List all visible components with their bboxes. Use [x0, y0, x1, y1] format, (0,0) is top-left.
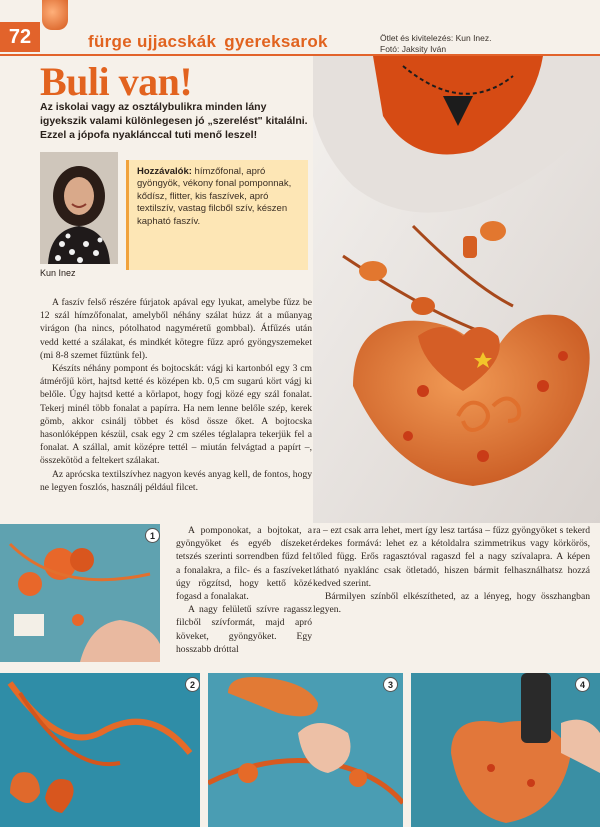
credit-photo: Fotó: Jaksity Iván [380, 44, 447, 54]
step-photo-4 [411, 673, 600, 827]
ingredients-label: Hozzávalók: [137, 166, 192, 177]
paragraph: Az aprócska textilszívhez nagyon kevés anyag kell, de fontos, hogy ne legyen foszlós, használj például filcet. [40, 468, 312, 493]
author-portrait [40, 152, 118, 264]
paragraph: A faszív felső részére fúrjatok apával egy lyukat, amelybe fűzz be 12 szál hímzőfonalat, amelyből néhány szálat húzz át a műanyag virágon (ha nincs, pótolhatod nagyméretű gombbal). Átfűzés után vedd ketté a szálakat, és mindkét kötegre fűzz apró gyöngyszemeket (mi 8-8 szemet fűztünk fel). [40, 297, 312, 361]
step-badge-3: 3 [383, 677, 398, 692]
step-1-image [0, 524, 160, 662]
ingredients-text: hímzőfonal, apró gyöngyök, vékony fonal pomponnak, kődísz, flitter, kis faszívek, apró textilszív, vastag filcből szív, készen kapható faszív. [137, 166, 292, 227]
paragraph: A pomponokat, a bojtokat, a gyöngyöket és egyéb díszeket tetszés szerinti sorrendben fűzd fel a fonalakra, a filc- és a faszíveket úgy rögzítsd, hogy kettő közé fogasd a fonalakat. [176, 525, 312, 603]
step-photo-3 [208, 673, 403, 827]
paragraph: Bármilyen színből elkészítheted, az a lényeg, hogy összhangban legyen. [313, 591, 590, 616]
body-column-steps [176, 524, 312, 656]
step-photo-1 [0, 524, 160, 662]
necklace-illustration [313, 56, 600, 523]
thumb-tab-decoration [42, 0, 68, 30]
step-badge-1: 1 [145, 528, 160, 543]
paragraph: A nagy felületű szívre ragassz filcből szívformát, majd apró köveket, gyöngyöket. Egy hosszabb dróttal [176, 604, 312, 655]
portrait-image [40, 152, 118, 264]
section-rubric [88, 32, 328, 52]
rubric-label-b: gyereksarok [224, 32, 328, 51]
intro-text: Az iskolai vagy az osztálybulikra minden lány igyekszik valami különlegesen jó „szerelést" kitalálni. Ezzel a jópofa nyaklánccal tuti menő leszel! [40, 101, 308, 141]
step-4-image [411, 673, 600, 827]
article-intro [40, 100, 310, 142]
paragraph: Készíts néhány pompont és bojtocskát: vágj ki kartonból egy 3 cm átmérőjű kört, hajtsd ketté és középen kb. 0,5 cm sugarú kört vágj ki belőle. Úgy hajtsd ketté a körlapot, hogy fogj közé egy szál fonalat. Tekerj minél több fonalat a papírra. Ha nem lenne belőle szép, kerek gömb, akkor csinálj többet és kösd össze őket. A bojtocska hasonlóképpen készül, csak egy 2 cm széles téglalapra tekerjük fel a fonalat. A szállal, amit középre tettél – miután felvágtad a papírt –, összekötöd a feltekert szálakat. [40, 363, 312, 467]
step-photo-2 [0, 673, 200, 827]
hero-photo-necklace [313, 56, 600, 523]
body-column-right [313, 524, 590, 616]
ingredients-box [126, 160, 308, 270]
article-title: Buli van! [40, 59, 193, 104]
page-number: 72 [0, 22, 40, 52]
body-column-main [40, 296, 312, 494]
step-badge-4: 4 [575, 677, 590, 692]
credits [380, 33, 492, 55]
step-2-image [0, 673, 200, 827]
credit-idea: Ötlet és kivitelezés: Kun Inez. [380, 33, 492, 43]
step-badge-2: 2 [185, 677, 200, 692]
paragraph: ra – ezt csak arra lehet, mert így lesz tartása – fűzz gyöngyöket s tekerd érdekes formává: lehet ez a kétoldalra szimmetrikus vagy körkörös, tőled függ. Erős ragasztóval ragaszd fel a nagy szívalapra. A képen látható nyaklánc csak ötletadó, hiszen bármit felhasználhatsz hozzá kedved szerint. [313, 525, 590, 589]
rubric-label-a: fürge ujjacskák [88, 32, 217, 51]
author-name: Kun Inez [40, 268, 76, 278]
step-3-image [208, 673, 403, 827]
